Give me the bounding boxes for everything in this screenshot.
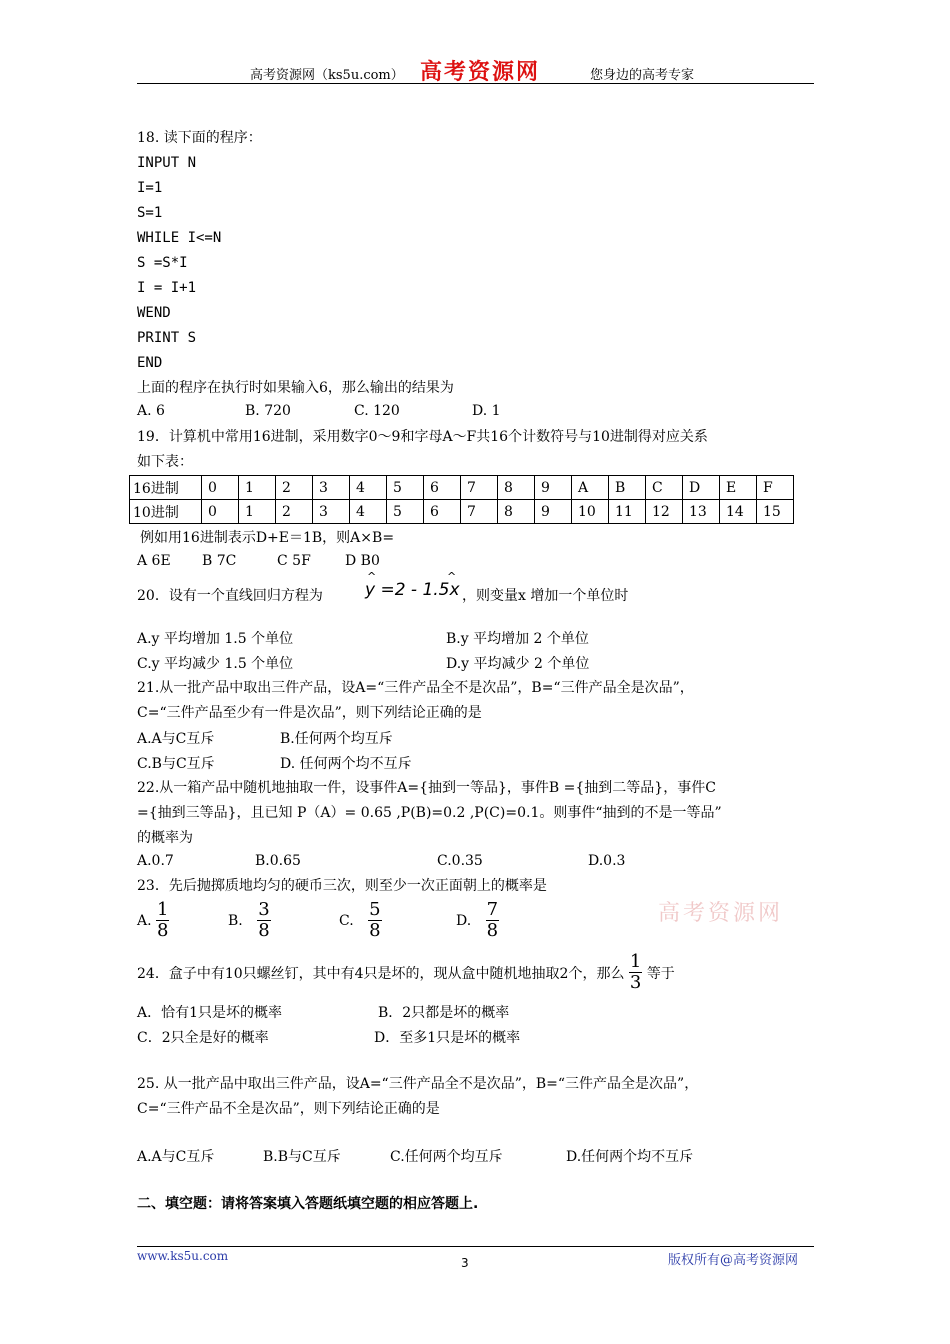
table-cell: 11 — [609, 500, 646, 524]
q25-option-d: D.任何两个均不互斥 — [566, 1149, 694, 1165]
q18-stem: 上面的程序在执行时如果输入6，那么输出的结果为 — [137, 380, 454, 396]
q22-option-b: B.0.65 — [255, 853, 301, 869]
numerator: 1 — [629, 951, 642, 972]
code-line: S =S*I — [137, 255, 188, 271]
q18-option-d: D. 1 — [472, 403, 501, 419]
table-cell: 2 — [276, 500, 313, 524]
denominator: 8 — [258, 920, 270, 941]
option-label: C. — [339, 912, 354, 929]
table-cell: E — [720, 476, 757, 500]
table-cell: C — [646, 476, 683, 500]
numerator: 5 — [369, 899, 381, 920]
table-cell: 2 — [276, 476, 313, 500]
q20-option-c: C.y 平均减少 1.5 个单位 — [137, 656, 294, 672]
regression-equation — [365, 570, 460, 600]
fraction — [629, 952, 642, 993]
q21-option-d: D. 任何两个均不互斥 — [280, 756, 412, 772]
table-cell: 0 — [202, 476, 239, 500]
row-label: 10进制 — [130, 500, 202, 524]
q24-stem-pre: 24．盒子中有10只螺丝钉，其中有4只是坏的，现从盒中随机地抽取2个，那么 — [137, 965, 625, 982]
fraction — [156, 900, 169, 941]
q19-option-d: D B0 — [345, 553, 380, 569]
q20-option-b: B.y 平均增加 2 个单位 — [446, 631, 589, 647]
q21-option-a: A.A与C互斥 — [137, 731, 215, 747]
table-cell: 12 — [646, 500, 683, 524]
fraction — [257, 900, 270, 941]
code-line: WEND — [137, 305, 171, 321]
q22-option-a: A.0.7 — [137, 853, 174, 869]
table-cell: 10 — [572, 500, 609, 524]
row-label: 16进制 — [130, 476, 202, 500]
q18-title: 18. 读下面的程序： — [137, 130, 262, 146]
table-cell: 4 — [350, 500, 387, 524]
table-cell: 14 — [720, 500, 757, 524]
table-cell: 13 — [683, 500, 720, 524]
page-number: 3 — [461, 1256, 469, 1270]
numerator: 3 — [258, 899, 270, 920]
section-heading: 二、填空题：请将答案填入答题纸填空题的相应答题上. — [137, 1196, 479, 1212]
code-line: PRINT S — [137, 330, 197, 346]
q25-option-c: C.任何两个均互斥 — [390, 1149, 503, 1165]
q24-stem — [137, 952, 675, 993]
code-line: I = I+1 — [137, 280, 197, 296]
table-cell: 9 — [535, 500, 572, 524]
table-cell: 15 — [757, 500, 794, 524]
q22-option-d: D.0.3 — [588, 853, 626, 869]
q24-stem-post: 等于 — [646, 965, 675, 982]
table-cell: 1 — [239, 476, 276, 500]
q20-stem-post: ，则变量x 增加一个单位时 — [462, 588, 629, 604]
q23-option-d — [456, 900, 499, 941]
q23-option-a — [137, 900, 169, 941]
hat-symbol: ^ — [447, 570, 457, 583]
fraction — [368, 900, 381, 941]
table-cell: 0 — [202, 500, 239, 524]
q23-stem: 23．先后抛掷质地均匀的硬币三次，则至少一次正面朝上的概率是 — [137, 878, 547, 894]
table-cell: 7 — [461, 476, 498, 500]
hat-symbol: ^ — [367, 570, 377, 583]
code-line: WHILE I<=N — [137, 230, 222, 246]
header-rule — [137, 83, 814, 84]
q24-option-d: D．至多1只是坏的概率 — [374, 1030, 521, 1046]
denominator: 3 — [629, 972, 642, 993]
header-logo: 高考资源网 — [420, 59, 541, 85]
table-cell: F — [757, 476, 794, 500]
q19-example: 例如用16进制表示D+E＝1B，则A×B= — [140, 530, 395, 546]
denominator: 8 — [369, 920, 381, 941]
footer-rule — [137, 1246, 814, 1247]
option-label: B. — [228, 912, 243, 929]
option-label: A. — [137, 912, 152, 929]
q21-line1: 21.从一批产品中取出三件产品，设A=“三件产品全不是次品”，B=“三件产品全是次品”， — [137, 680, 694, 696]
q21-option-b: B.任何两个均互斥 — [280, 731, 393, 747]
q22-line2: ={抽到三等品}，且已知 P（A）= 0.65 ,P(B)=0.2 ,P(C)=0.1。则事件“抽到的不是一等品” — [137, 805, 722, 821]
q20-option-d: D.y 平均减少 2 个单位 — [446, 656, 590, 672]
q22-option-c: C.0.35 — [437, 853, 483, 869]
code-line: END — [137, 355, 163, 371]
fraction — [486, 900, 499, 941]
q25-line1: 25. 从一批产品中取出三件产品，设A=“三件产品全不是次品”，B=“三件产品全是次品”， — [137, 1076, 699, 1092]
table-cell: 5 — [387, 476, 424, 500]
q19-title-cont: 如下表： — [137, 454, 193, 470]
table-row — [130, 476, 794, 500]
q25-option-b: B.B与C互斥 — [263, 1149, 341, 1165]
table-cell: 7 — [461, 500, 498, 524]
table-cell: B — [609, 476, 646, 500]
q24-option-b: B．2只都是坏的概率 — [378, 1005, 510, 1021]
q19-option-a: A 6E — [137, 553, 171, 569]
table-cell: 6 — [424, 500, 461, 524]
q24-option-a: A．恰有1只是坏的概率 — [137, 1005, 283, 1021]
q22-line3: 的概率为 — [137, 830, 193, 846]
q21-option-c: C.B与C互斥 — [137, 756, 215, 772]
q23-option-b — [228, 900, 271, 941]
q25-line2: C=“三件产品不全是次品”，则下列结论正确的是 — [137, 1101, 440, 1117]
q22-line1: 22.从一箱产品中随机地抽取一件，设事件A={抽到一等品}，事件B ={抽到二等品}，事件C — [137, 780, 716, 796]
table-cell: 6 — [424, 476, 461, 500]
denominator: 8 — [486, 920, 499, 941]
q21-line2: C=“三件产品至少有一件是次品”，则下列结论正确的是 — [137, 705, 482, 721]
header-right: 您身边的高考专家 — [590, 68, 695, 83]
q19-title: 19．计算机中常用16进制，采用数字0～9和字母A～F共16个计数符号与10进制得对应关系 — [137, 429, 708, 445]
q18-option-a: A. 6 — [137, 403, 165, 419]
numerator: 1 — [157, 899, 169, 920]
table-cell: 3 — [313, 476, 350, 500]
table-cell: 8 — [498, 476, 535, 500]
option-label: D. — [456, 912, 472, 929]
table-cell: 1 — [239, 500, 276, 524]
q19-option-c: C 5F — [277, 553, 311, 569]
watermark: 高考资源网 — [658, 901, 784, 926]
q18-option-b: B. 720 — [245, 403, 291, 419]
q25-option-a: A.A与C互斥 — [137, 1149, 215, 1165]
footer-link[interactable]: www.ks5u.com — [137, 1249, 229, 1263]
footer-copyright[interactable]: 版权所有@高考资源网 — [668, 1253, 799, 1268]
code-line: INPUT N — [137, 155, 197, 171]
header-left: 高考资源网（ks5u.com） — [250, 68, 404, 83]
q24-option-c: C．2只全是好的概率 — [137, 1030, 269, 1046]
q20-option-a: A.y 平均增加 1.5 个单位 — [137, 631, 294, 647]
hex-table — [129, 475, 794, 524]
table-cell: A — [572, 476, 609, 500]
q18-option-c: C. 120 — [354, 403, 400, 419]
code-line: I=1 — [137, 180, 163, 196]
code-line: S=1 — [137, 205, 163, 221]
table-row — [130, 500, 794, 524]
table-cell: D — [683, 476, 720, 500]
table-cell: 4 — [350, 476, 387, 500]
table-cell: 3 — [313, 500, 350, 524]
q20-stem-pre: 20．设有一个直线回归方程为 — [137, 588, 323, 604]
numerator: 7 — [486, 899, 499, 920]
q23-option-c — [339, 900, 382, 941]
table-cell: 5 — [387, 500, 424, 524]
denominator: 8 — [157, 920, 169, 941]
table-cell: 8 — [498, 500, 535, 524]
q19-option-b: B 7C — [202, 553, 237, 569]
equation-text: y =2 - 1.5x — [365, 580, 460, 600]
table-cell: 9 — [535, 476, 572, 500]
